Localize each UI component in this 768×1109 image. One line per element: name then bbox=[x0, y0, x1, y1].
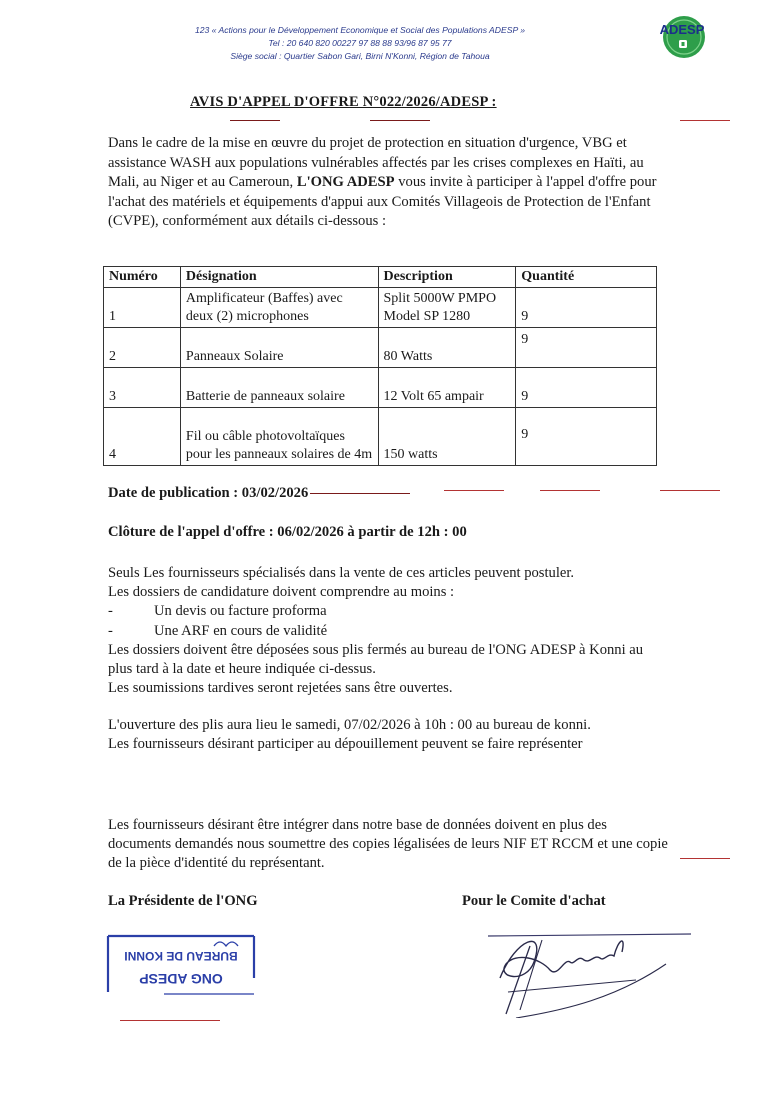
requirement-text: Un devis ou facture proforma bbox=[154, 603, 327, 620]
intro-text-1: Dans le cadre de la mise en œuvre du projet de protection en situation d'urgence, VBG et assistance WASH aux populations vulnérables affectés par les crises complexes en Haïti, au Mali, au Niger et au Cameroun, bbox=[108, 135, 644, 191]
list-item bbox=[108, 622, 668, 641]
requirement-text: Une ARF en cours de validité bbox=[154, 622, 328, 639]
submission-text: Les dossiers doivent être déposées sous plis fermés au bureau de l'ONG ADESP à Konni au plus tard à la date et heure indiquée ci-dessus. bbox=[108, 641, 644, 678]
requirements-list bbox=[108, 602, 668, 640]
publication-value: 03/02/2026 bbox=[241, 485, 309, 501]
row-quantity: 9 bbox=[516, 328, 657, 368]
row-designation: Amplificateur (Baffes) avec deux (2) microphones bbox=[180, 288, 378, 328]
scan-mark bbox=[310, 493, 410, 494]
table-row bbox=[104, 368, 657, 408]
table-row bbox=[104, 408, 657, 466]
letterhead-phone: Tel : 20 640 820 00227 97 88 88 93/96 87 95 77 bbox=[268, 38, 452, 48]
row-description: Split 5000W PMPO Model SP 1280 bbox=[378, 288, 516, 328]
scan-mark bbox=[540, 490, 600, 491]
database-paragraph: Les fournisseurs désirant être intégrer dans notre base de données doivent en plus des documents demandés nous soumettre des copies légalisées de leurs NIF ET RCCM et une copie de la pièce d'identité du représentant. bbox=[108, 817, 668, 872]
scan-mark bbox=[680, 858, 730, 859]
stamp-office-text: BUREAU DE KONNI bbox=[124, 949, 238, 963]
row-quantity: 9 bbox=[516, 288, 657, 328]
row-description: 12 Volt 65 ampair bbox=[378, 368, 516, 408]
table-header: Description bbox=[378, 267, 516, 288]
publication-label: Date de publication : bbox=[108, 485, 239, 501]
intro-org-name: L'ONG ADESP bbox=[296, 174, 395, 191]
row-description: 150 watts bbox=[378, 408, 516, 466]
letterhead-address: Siège social : Quartier Sabon Gari, Birni N'Konni, Région de Tahoua bbox=[230, 51, 490, 61]
committee-signature-label: Pour le Comite d'achat bbox=[462, 893, 606, 909]
list-item bbox=[108, 602, 668, 621]
representation-text: Les fournisseurs désirant participer au dépouillement peuvent se faire représenter bbox=[108, 736, 583, 753]
row-number: 1 bbox=[104, 288, 181, 328]
logo-text: ADESP bbox=[659, 22, 705, 37]
scan-mark bbox=[230, 120, 280, 121]
row-number: 3 bbox=[104, 368, 181, 408]
opening-section bbox=[108, 716, 668, 754]
conditions-section bbox=[108, 564, 668, 698]
row-quantity: 9 bbox=[516, 408, 657, 466]
scan-mark bbox=[120, 1020, 220, 1021]
closing-date: Clôture de l'appel d'offre : 06/02/2026 à partir de 12h : 00 bbox=[108, 524, 467, 540]
row-number: 2 bbox=[104, 328, 181, 368]
table-header: Désignation bbox=[180, 267, 378, 288]
row-designation: Fil ou câble photovoltaïques pour les panneaux solaires de 4m bbox=[180, 408, 378, 466]
row-description: 80 Watts bbox=[378, 328, 516, 368]
scan-mark bbox=[660, 490, 720, 491]
table-row bbox=[104, 288, 657, 328]
letterhead bbox=[100, 24, 620, 63]
requirements-intro: Les dossiers de candidature doivent comprendre au moins : bbox=[108, 584, 455, 601]
row-designation: Batterie de panneaux solaire bbox=[180, 368, 378, 408]
row-designation: Panneaux Solaire bbox=[180, 328, 378, 368]
scan-mark bbox=[370, 120, 430, 121]
table-header: Numéro bbox=[104, 267, 181, 288]
page-title: AVIS D'APPEL D'OFFRE N°022/2026/ADESP : bbox=[190, 94, 497, 110]
table-header: Quantité bbox=[516, 267, 657, 288]
row-number: 4 bbox=[104, 408, 181, 466]
publication-date bbox=[108, 485, 308, 502]
intro-paragraph bbox=[108, 134, 668, 232]
late-submission-text: Les soumissions tardives seront rejetées sans être ouvertes. bbox=[108, 680, 453, 697]
adesp-logo bbox=[654, 14, 718, 60]
items-table bbox=[103, 266, 657, 466]
scan-mark bbox=[680, 120, 730, 121]
eligibility-text: Seuls Les fournisseurs spécialisés dans la vente de ces articles peuvent postuler. bbox=[108, 565, 575, 581]
organization-stamp bbox=[104, 932, 259, 1012]
table-row bbox=[104, 328, 657, 368]
president-signature-label: La Présidente de l'ONG bbox=[108, 893, 258, 909]
stamp-org-text: ONG ADESP bbox=[139, 971, 223, 987]
scan-mark bbox=[444, 490, 504, 491]
opening-text: L'ouverture des plis aura lieu le samedi, 07/02/2026 à 10h : 00 au bureau de konni. bbox=[108, 717, 591, 733]
letterhead-org: 123 « Actions pour le Développement Economique et Social des Populations ADESP » bbox=[194, 25, 526, 35]
table-header-row bbox=[104, 267, 657, 288]
handwritten-signature bbox=[486, 918, 696, 1018]
row-quantity: 9 bbox=[516, 368, 657, 408]
intro-text-2: vous invite à participer à l'appel d'offre pour l'achat des matériels et équipements d'appui aux Comités Villageois de Protection de l'Enfant (CVPE), conformément aux détails ci-dessous : bbox=[108, 174, 657, 230]
